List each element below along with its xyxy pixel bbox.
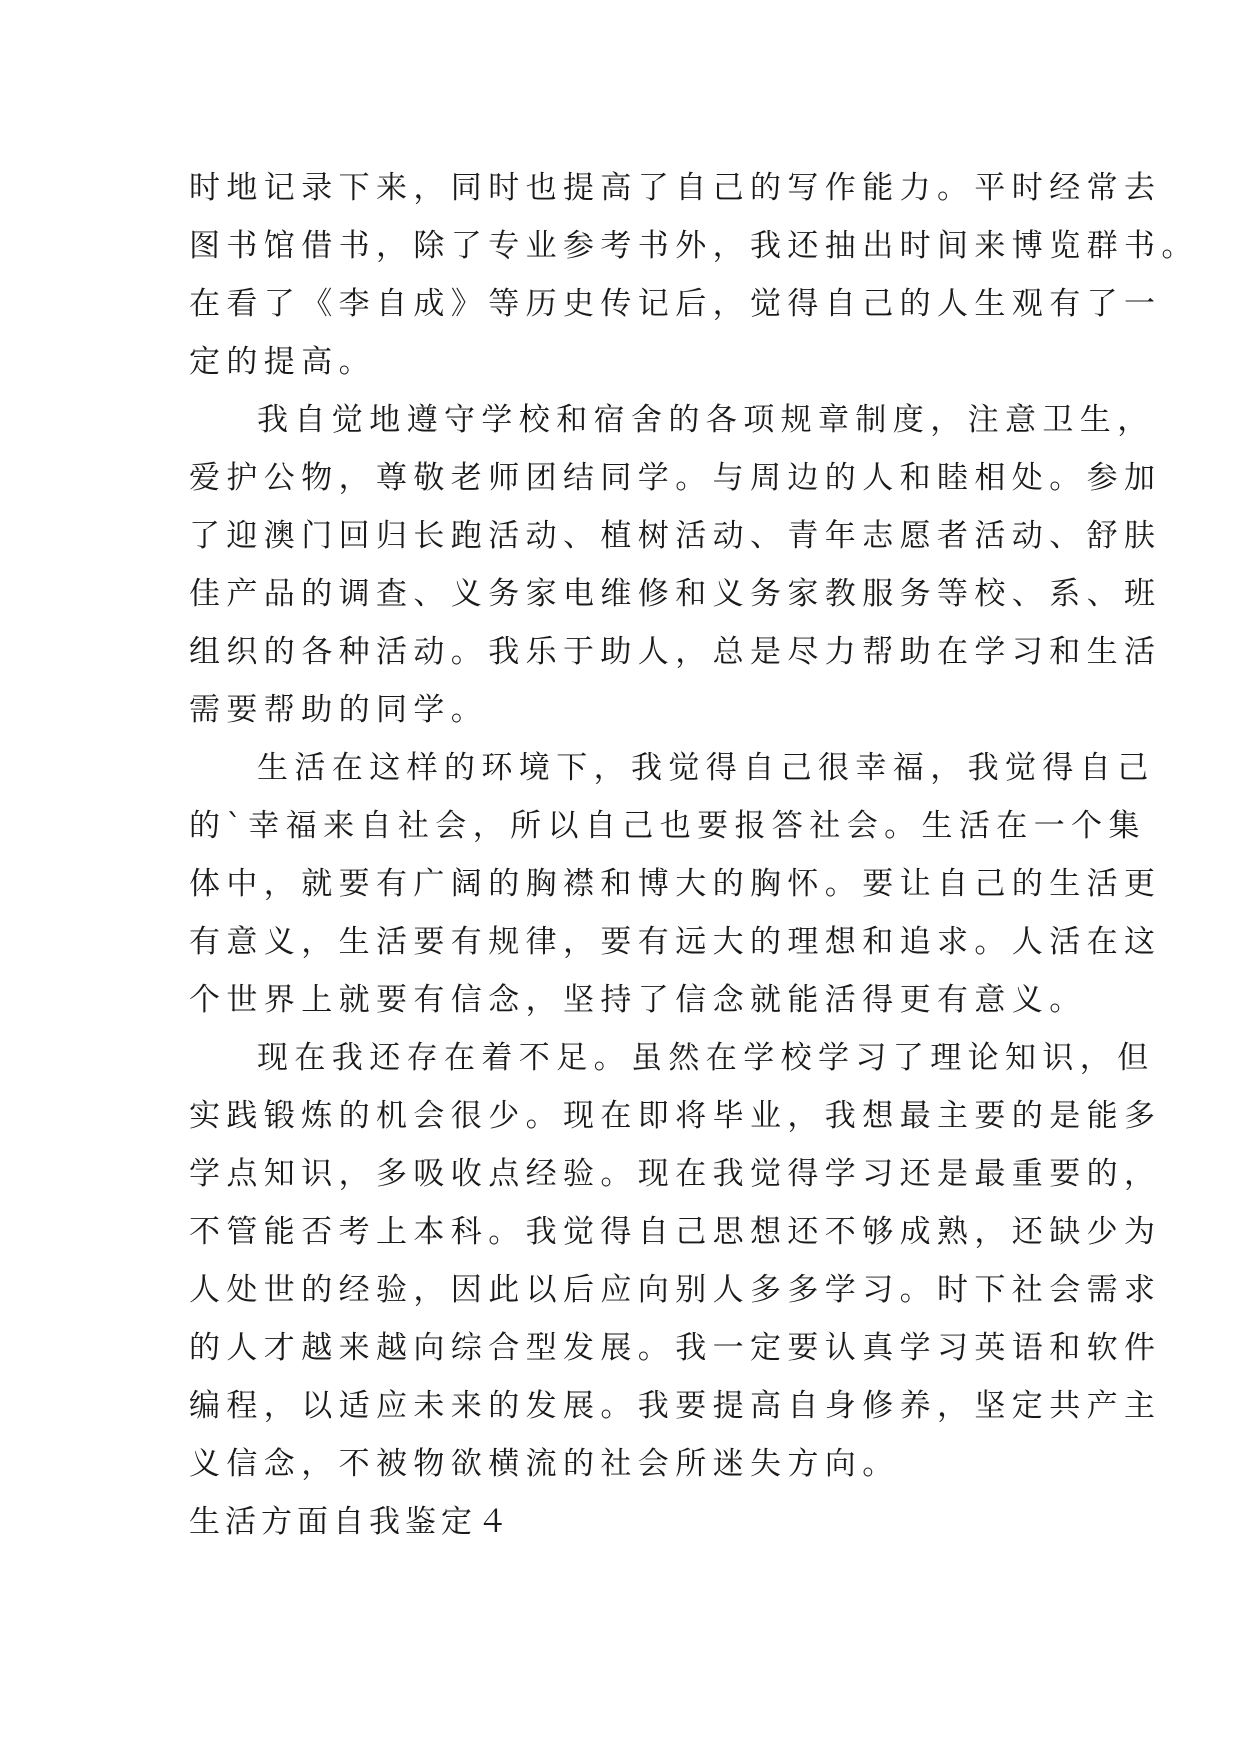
paragraph-first-line: 生活在这样的环境下，我觉得自己很幸福，我觉得自己 [257,750,1155,786]
text-line: 图书馆借书，除了专业参考书外，我还抽出时间来博览群书。 [189,228,1199,264]
text-line: 体中，就要有广阔的胸襟和博大的胸怀。要让自己的生活更 [189,866,1162,902]
text-line: 编程，以适应未来的发展。我要提高自身修养，坚定共产主 [189,1388,1162,1424]
text-line: 的`幸福来自社会，所以自己也要报答社会。生活在一个集 [189,808,1146,844]
text-line: 在看了《李自成》等历史传记后，觉得自己的人生观有了一 [189,286,1162,322]
text-line: 爱护公物，尊敬老师团结同学。与周边的人和睦相处。参加 [189,460,1162,496]
text-line: 组织的各种活动。我乐于助人，总是尽力帮助在学习和生活 [189,634,1162,670]
paragraph-first-line: 现在我还存在着不足。虽然在学校学习了理论知识，但 [257,1040,1155,1076]
text-line: 实践锻炼的机会很少。现在即将毕业，我想最主要的是能多 [189,1098,1162,1134]
text-line: 义信念，不被物欲横流的社会所迷失方向。 [189,1446,900,1482]
text-line: 佳产品的调查、义务家电维修和义务家教服务等校、系、班 [189,576,1162,612]
text-line: 需要帮助的同学。 [189,692,489,728]
text-line: 时地记录下来，同时也提高了自己的写作能力。平时经常去 [189,170,1162,206]
text-line: 有意义，生活要有规律，要有远大的理想和追求。人活在这 [189,924,1162,960]
text-line: 了迎澳门回归长跑活动、植树活动、青年志愿者活动、舒肤 [189,518,1162,554]
text-line: 个世界上就要有信念，坚持了信念就能活得更有意义。 [189,982,1087,1018]
text-line: 的人才越来越向综合型发展。我一定要认真学习英语和软件 [189,1330,1162,1366]
paragraph-first-line: 我自觉地遵守学校和宿舍的各项规章制度，注意卫生， [257,402,1155,438]
text-line: 不管能否考上本科。我觉得自己思想还不够成熟，还缺少为 [189,1214,1162,1250]
section-heading: 生活方面自我鉴定４ [189,1504,513,1540]
text-line: 定的提高。 [189,344,376,380]
text-line: 人处世的经验，因此以后应向别人多多学习。时下社会需求 [189,1272,1162,1308]
text-line: 学点知识，多吸收点经验。现在我觉得学习还是最重要的， [189,1156,1162,1192]
